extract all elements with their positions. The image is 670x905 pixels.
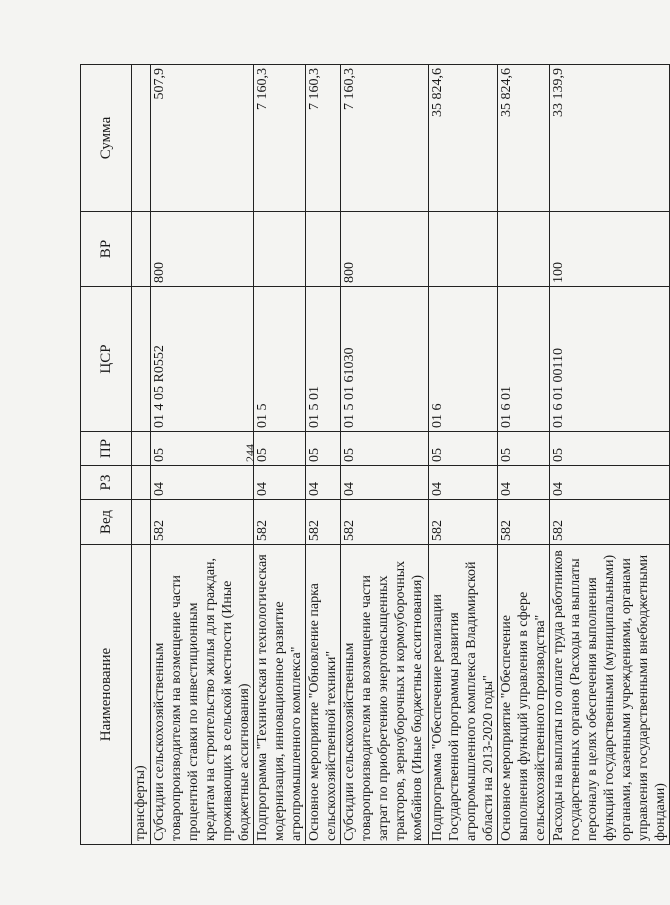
header-name: Наименование xyxy=(81,545,132,845)
table-row xyxy=(429,65,498,845)
row-pr: 05 xyxy=(498,432,550,466)
header-row xyxy=(81,65,132,845)
row-pr: 05 xyxy=(429,432,498,466)
row-vr: 800 xyxy=(151,212,254,287)
row-rz: 04 xyxy=(498,466,550,500)
row-vr: 100 xyxy=(550,212,670,287)
header-vr: ВР xyxy=(81,212,132,287)
row-pr: 05 xyxy=(306,432,341,466)
row-rz: 04 xyxy=(254,466,306,500)
continuation-row xyxy=(132,65,151,845)
row-ved: 582 xyxy=(550,500,670,545)
row-name: Основное мероприятие "Обеспечение выполнения функций управления в сфере сельскохозяйственного производства" xyxy=(498,545,550,845)
row-pr: 05 xyxy=(550,432,670,466)
row-sum: 35 824,6 xyxy=(498,65,550,212)
row-name: Основное мероприятие "Обновление парка сельскохозяйственной техники" xyxy=(306,545,341,845)
header-ved: Вед xyxy=(81,500,132,545)
row-rz: 04 xyxy=(341,466,429,500)
row-vr xyxy=(306,212,341,287)
row-csr: 01 6 xyxy=(429,287,498,432)
row-sum: 33 139,9 xyxy=(550,65,670,212)
row-vr: 800 xyxy=(341,212,429,287)
row-name: Субсидии сельскохозяйственным товаропроизводителям на возмещение части затрат по приобретению энергонасыщенных тракторов, зерноуборочных и кормоуборочных комбайнов (Иные бюджетные ассигнования) xyxy=(341,545,429,845)
row-ved: 582 xyxy=(254,500,306,545)
row-sum: 507,9 xyxy=(151,65,254,212)
row-name: Подпрограмма "Обеспечение реализации Государственной программы развития агропромышленного комплекса Владимирской области на 2013-2020 годы" xyxy=(429,545,498,845)
row-ved: 582 xyxy=(306,500,341,545)
header-pr: ПР xyxy=(81,432,132,466)
row-name: Субсидии сельскохозяйственным товаропроизводителям на возмещение части процентной ставки по инвестиционным кредитам на строительство жилья для граждан, проживающих в сельской местности (Иные бюджетные ассигнования) xyxy=(151,545,254,845)
budget-table xyxy=(80,64,670,845)
row-csr: 01 5 01 xyxy=(306,287,341,432)
row-sum: 35 824,6 xyxy=(429,65,498,212)
row-ved: 582 xyxy=(151,500,254,545)
header-sum: Сумма xyxy=(81,65,132,212)
row-csr: 01 6 01 00110 xyxy=(550,287,670,432)
row-csr: 01 6 01 xyxy=(498,287,550,432)
row-pr: 05 xyxy=(341,432,429,466)
row-vr xyxy=(498,212,550,287)
row-ved: 582 xyxy=(498,500,550,545)
header-csr: ЦСР xyxy=(81,287,132,432)
row-rz: 04 xyxy=(550,466,670,500)
row-ved: 582 xyxy=(429,500,498,545)
row-pr: 05 xyxy=(254,432,306,466)
row-rz: 04 xyxy=(151,466,254,500)
row-sum: 7 160,3 xyxy=(306,65,341,212)
row-rz: 04 xyxy=(429,466,498,500)
row-csr: 01 5 01 61030 xyxy=(341,287,429,432)
table-row xyxy=(341,65,429,845)
row-rz: 04 xyxy=(306,466,341,500)
row-ved: 582 xyxy=(341,500,429,545)
table-row xyxy=(254,65,306,845)
row-csr: 01 4 05 R0552 xyxy=(151,287,254,432)
header-rz: РЗ xyxy=(81,466,132,500)
table-row xyxy=(306,65,341,845)
row-sum: 7 160,3 xyxy=(341,65,429,212)
page-number: 244 xyxy=(243,444,257,462)
row-name: Расходы на выплаты по оплате труда работников государственных органов (Расходы на выплаты персоналу в целях обеспечения выполнения функций государственными (муниципальными) органами, казенными учреждениями, органами управления государственными внебюджетными фондами) xyxy=(550,545,670,845)
row-name: Подпрограмма "Техническая и технологическая модернизация, инновационное развитие агропромышленного комплекса" xyxy=(254,545,306,845)
table-row xyxy=(498,65,550,845)
rotated-page-content xyxy=(80,65,668,845)
row-vr xyxy=(254,212,306,287)
table-row xyxy=(151,65,254,845)
row-sum: 7 160,3 xyxy=(254,65,306,212)
table-row xyxy=(550,65,670,845)
row-csr: 01 5 xyxy=(254,287,306,432)
continuation-text: трансферты) xyxy=(132,545,151,845)
row-vr xyxy=(429,212,498,287)
row-pr: 05 xyxy=(151,432,254,466)
